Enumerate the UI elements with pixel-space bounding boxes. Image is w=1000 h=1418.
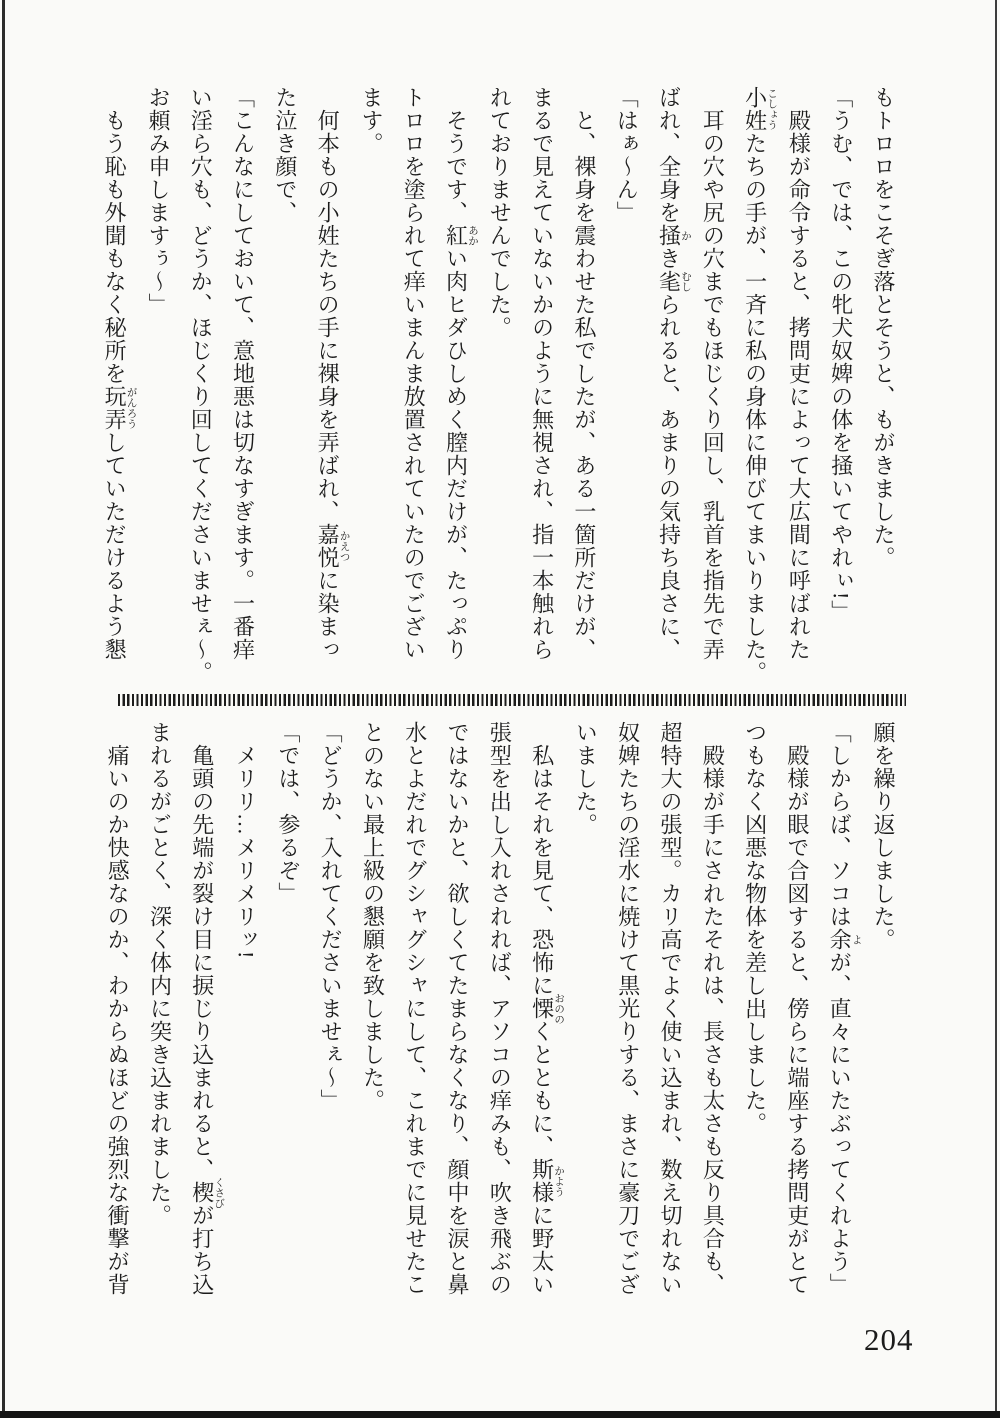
text-line: メリリ…メリメリッ!: [233, 721, 259, 960]
text-line: 水とよだれでグシャグシャにして、これまでに見せたこ: [402, 721, 428, 1296]
text-line: た泣き顔で、: [272, 86, 298, 224]
text-line: い淫ら穴も、どうか、ほじくり回してくださいませぇ〜。: [188, 86, 214, 684]
ruby-annotated-word: 余よ: [827, 928, 862, 951]
text-line: 何本もの小姓たちの手に裸身を弄ばれ、嘉悦かえつに染まっ: [315, 86, 350, 661]
ruby-annotated-word: 掻か: [656, 224, 692, 247]
text-line: お頼み申しますぅ〜」: [145, 86, 171, 316]
page-bottom-bar: [0, 1411, 1000, 1418]
text-line: 殿様が命令すると、拷問吏によって大広間に呼ばれた: [786, 86, 812, 661]
section-divider: [118, 694, 906, 706]
ruby-annotated-word: 斯様かよう: [529, 1158, 565, 1204]
text-line: 小姓こしょうたちの手が、一斉に私の身体に伸びてまいりました。: [742, 86, 778, 684]
ruby-annotated-word: 毟むし: [656, 270, 692, 293]
text-block-bottom: [96, 721, 904, 1333]
text-line: 私はそれを見て、恐怖に慄おののくとともに、斯様かように野太い: [529, 721, 565, 1296]
text-line: もトロロをこそぎ落とそうと、もがきました。: [871, 86, 896, 569]
ruby-annotated-word: 小姓こしょう: [742, 86, 778, 132]
text-line: トロロを塗られて痒いまんま放置されていたのでござい: [401, 86, 427, 661]
ruby-annotated-word: 慄おのの: [529, 992, 565, 1025]
page-number: 204: [864, 1322, 914, 1357]
text-line: 耳の穴や尻の穴までもほじくり回し、乳首を指先で弄: [700, 86, 726, 661]
text-line: 「では、参るぞ」: [275, 721, 301, 905]
text-line: 「うむ、では、この牝犬奴婢の体を掻いてやれぃ!」: [828, 86, 854, 624]
text-line: 張型を出し入れされれば、アソコの痒みも、吹き飛ぶの: [487, 721, 513, 1296]
text-line: 「はぁ〜ん」: [614, 86, 640, 224]
text-line: ではないかと、欲しくてたまらなくなり、顔中を涙と鼻: [445, 721, 471, 1296]
text-line: 殿様が眼で合図すると、傍らに端座する拷問吏がとて: [784, 721, 810, 1296]
text-line: 奴婢たちの淫水に焼けて黒光りする、まさに豪刀でござ: [615, 721, 641, 1296]
text-line: 「どうか、入れてくださいませぇ〜」: [318, 721, 344, 1112]
text-line: ます。: [358, 86, 384, 155]
page-right-border: [995, 0, 997, 1411]
text-line: とのない最上級の懇願を致しました。: [360, 721, 386, 1112]
text-line: もう恥も外聞もなく秘所を玩弄がんろうしていただけるよう懇: [102, 86, 137, 661]
text-block-top: [93, 86, 904, 698]
text-line: 亀頭の先端が裂け目に捩じり込まれると、楔くさびが打ち込: [189, 721, 225, 1296]
text-line: まるで見えていないかのように無視され、指一本触れら: [529, 86, 555, 661]
text-line: 痛いのか快感なのか、わからぬほどの強烈な衝撃が背: [105, 721, 131, 1296]
ruby-annotated-word: 玩弄がんろう: [102, 385, 137, 431]
text-line: そうです、紅あかい肉ヒダひしめく膣内だけが、たっぷり: [443, 86, 479, 661]
ruby-annotated-word: 楔くさび: [189, 1176, 225, 1209]
text-line: 超特大の張型。カリ高でよく使い込まれ、数え切れない: [658, 721, 684, 1296]
text-line: 「しからば、ソコは余よが、直々にいたぶってくれよう」: [827, 721, 862, 1296]
text-line: いました。: [573, 721, 599, 836]
ruby-annotated-word: 紅あか: [443, 224, 479, 247]
text-line: れておりませんでした。: [487, 86, 513, 339]
text-line: 願を繰り返しました。: [871, 721, 896, 951]
page-left-border: [2, 0, 5, 1418]
text-line: つもなく凶悪な物体を差し出しました。: [742, 721, 768, 1135]
text-line: まれるがごとく、深く体内に突き込まれました。: [147, 721, 173, 1227]
text-line: 「こんなにしておいて、意地悪は切なすぎます。一番痒: [230, 86, 256, 661]
text-line: ばれ、全身を掻かき毟むしられると、あまりの気持ち良さに、: [656, 86, 692, 661]
ruby-annotated-word: 嘉悦かえつ: [315, 523, 350, 569]
text-line: と、裸身を震わせた私でしたが、ある一箇所だけが、: [571, 86, 597, 661]
text-line: 殿様が手にされたそれは、長さも太さも反り具合も、: [700, 721, 726, 1296]
